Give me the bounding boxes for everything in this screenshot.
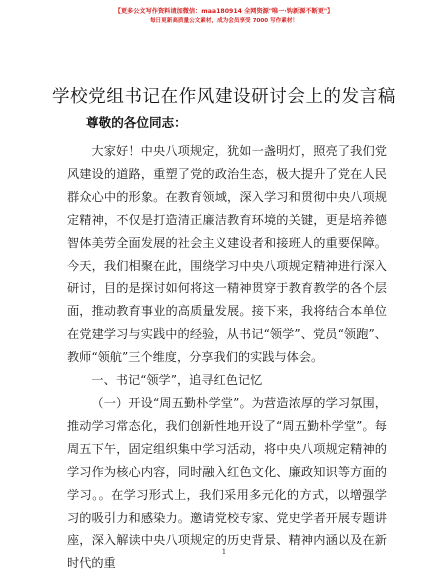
page-number: 1 xyxy=(221,548,227,556)
section-heading-1: 一、书记“领学”，追寻红色记忆 xyxy=(91,373,263,388)
subsection-paragraph-1: （一）开设“周五勤朴学堂”。为营造浓厚的学习氛围，推动学习常态化，我们创新性地开设了“周五勤朴学堂”。每周五下午，固定组织集中学习活动，将中央八项规定精神的学习作为核心内容，同时融入红色文化、廉政知识等方面的学习。。在学习形式上，我们采用多元化的方式，以增强学习的吸引力和感染力。邀请党校专家、党史学者开展专题讲座，深入解读中央八项规定的历史背景、精神内涵以及在新时代的重 xyxy=(67,395,387,571)
header-banner xyxy=(0,6,448,26)
intro-paragraph: 大家好！中央八项规定，犹如一盏明灯，照亮了我们党风建设的道路，重塑了党的政治生态，极大提升了党在人民群众心中的形象。在教育领域，深入学习和贯彻中央八项规定精神，不仅是打造清正廉洁教育环境的关键，更是培养德智体美劳全面发展的社会主义建设者和接班人的重要保障。今天，我们相聚在此，围绕学习中央八项规定精神进行深入研讨，目的是探讨如何将这一精神贯穿于教育教学的各个层面，推动教育事业的高质量发展。接下来，我将结合本单位在党建学习与实践中的经验，从书记“领学”、党员“领跑”、教师“领航”三个维度，分享我们的实践与体会。 xyxy=(67,144,387,365)
banner-line-2: 每日更新高质量公文素材，成为会员享受 7000 写作素材！ xyxy=(149,18,299,24)
document-title: 学校党组书记在作风建设研讨会上的发言稿 xyxy=(52,87,396,107)
salutation: 尊敬的各位同志： xyxy=(86,115,187,130)
document-body xyxy=(67,140,387,575)
banner-line-1: 【更多公文写作资料请加微信：maa180914 全网资源"唯一·钩新源不断更"】 xyxy=(114,8,334,15)
